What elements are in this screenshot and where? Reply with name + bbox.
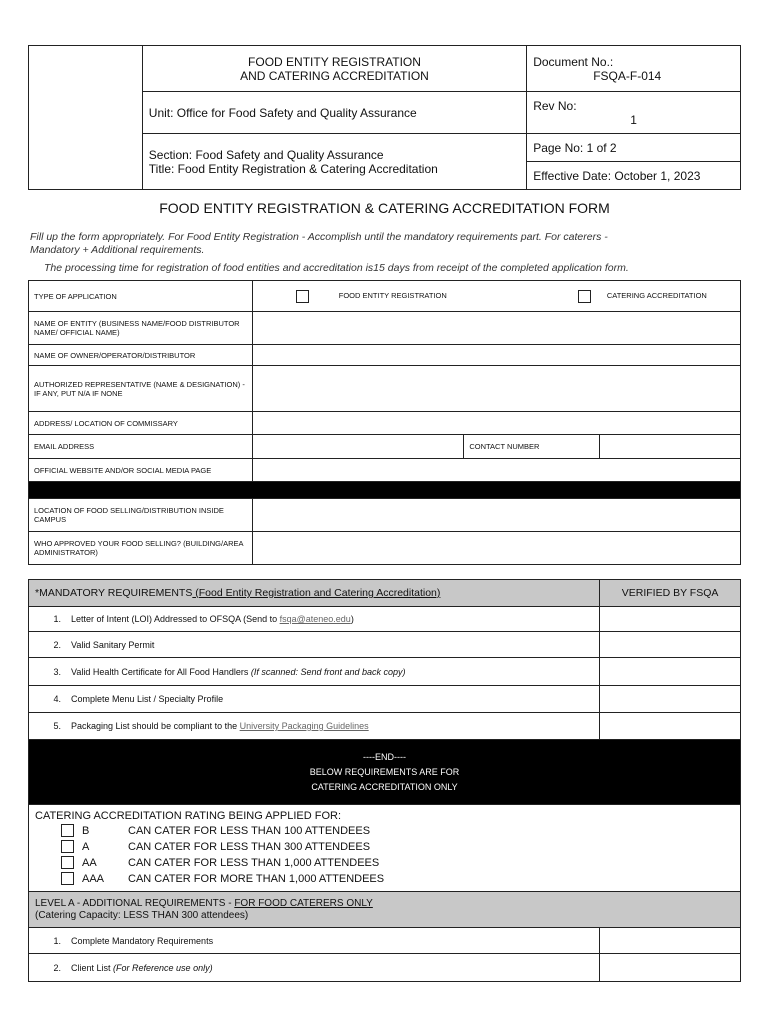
owner-name-field[interactable] xyxy=(252,345,740,366)
rev-label: Rev No: xyxy=(533,98,577,113)
application-table xyxy=(28,280,741,565)
rating-desc: CAN CATER FOR LESS THAN 300 ATTENDEES xyxy=(128,840,371,853)
effective-date: Effective Date: October 1, 2023 xyxy=(527,162,741,190)
form-title-cell xyxy=(142,46,526,92)
contact-field[interactable] xyxy=(600,435,741,459)
location-field[interactable] xyxy=(252,499,740,532)
requirement-number: 4. xyxy=(53,694,61,704)
entity-name-field[interactable] xyxy=(252,312,740,345)
type-of-application-label: TYPE OF APPLICATION xyxy=(29,281,253,312)
rating-a-checkbox[interactable] xyxy=(61,840,74,853)
rating-option-a xyxy=(35,839,734,855)
level-a-heading-underlined: FOR FOOD CATERERS ONLY xyxy=(234,897,373,909)
section-title-cell xyxy=(142,134,526,190)
requirement-number: 1. xyxy=(53,935,61,946)
verified-cell[interactable] xyxy=(600,658,741,686)
requirement-row xyxy=(29,686,600,713)
requirement-number: 3. xyxy=(53,666,61,677)
location-label: LOCATION OF FOOD SELLING/DISTRIBUTION INSIDE CAMPUS xyxy=(29,499,253,532)
divider-bar xyxy=(29,482,741,499)
requirement-row xyxy=(29,607,600,632)
authorized-rep-label: AUTHORIZED REPRESENTATIVE (NAME & DESIGNATION) - IF ANY, PUT N/A IF NONE xyxy=(29,366,253,412)
rating-option-b xyxy=(35,823,734,839)
approver-field[interactable] xyxy=(252,532,740,565)
instruction-line1: Fill up the form appropriately. For Food Entity Registration - Accomplish until the mandatory requirements part. For caterers - xyxy=(30,231,608,243)
level-a-row xyxy=(29,928,600,954)
rating-option-aa xyxy=(35,855,734,871)
requirement-text: Valid Health Certificate for All Food Handlers xyxy=(71,666,251,677)
email-field[interactable] xyxy=(252,435,464,459)
verified-cell[interactable] xyxy=(600,632,741,658)
website-label: OFFICIAL WEBSITE AND/OR SOCIAL MEDIA PAGE xyxy=(29,459,253,482)
rating-code: AA xyxy=(82,856,97,869)
requirement-text-end: ) xyxy=(350,614,354,624)
requirement-text: Packaging List should be compliant to the xyxy=(71,721,240,731)
contact-label: CONTACT NUMBER xyxy=(464,435,600,459)
level-a-subheading: (Catering Capacity: LESS THAN 300 attendees) xyxy=(35,909,249,921)
rating-desc: CAN CATER FOR LESS THAN 100 ATTENDEES xyxy=(128,824,371,837)
rev-value: 1 xyxy=(630,112,637,127)
rating-code: A xyxy=(82,840,90,853)
requirement-text: Valid Sanitary Permit xyxy=(71,639,155,650)
mandatory-header xyxy=(29,580,600,607)
doc-no-value: FSQA-F-014 xyxy=(593,68,662,83)
email-link[interactable]: fsqa@ateneo.edu xyxy=(279,614,351,624)
type-options xyxy=(252,281,740,312)
verified-cell[interactable] xyxy=(600,954,741,982)
document-header xyxy=(28,45,741,190)
requirement-number: 1. xyxy=(53,614,61,624)
entity-name-label: NAME OF ENTITY (BUSINESS NAME/FOOD DISTRIBUTOR NAME/ OFFICIAL NAME) xyxy=(29,312,253,345)
level-a-header xyxy=(29,892,741,928)
form-title-line2: AND CATERING ACCREDITATION xyxy=(240,68,429,83)
rev-cell xyxy=(527,92,741,134)
processing-time-note: The processing time for registration of food entities and accreditation is15 days from receipt of the completed application form. xyxy=(44,262,629,274)
verified-cell[interactable] xyxy=(600,607,741,632)
mandatory-header-prefix: *MANDATORY REQUIREMENTS xyxy=(35,587,193,599)
unit-cell: Unit: Office for Food Safety and Quality Assurance xyxy=(142,92,526,134)
page-no: Page No: 1 of 2 xyxy=(527,134,741,162)
catering-checkbox[interactable] xyxy=(578,290,591,303)
registration-checkbox[interactable] xyxy=(296,290,309,303)
requirement-number: 2. xyxy=(53,639,61,650)
requirement-row xyxy=(29,658,600,686)
website-field[interactable] xyxy=(252,459,740,482)
verified-header: VERIFIED BY FSQA xyxy=(600,580,741,607)
end-block xyxy=(29,740,741,805)
title-text: Title: Food Entity Registration & Catering Accreditation xyxy=(148,161,438,176)
section-text: Section: Food Safety and Quality Assurance xyxy=(148,147,384,162)
verified-cell[interactable] xyxy=(600,686,741,713)
instruction-line2: Mandatory + Additional requirements. xyxy=(30,244,205,256)
end-line3: CATERING ACCREDITATION ONLY xyxy=(311,781,458,792)
rating-desc: CAN CATER FOR MORE THAN 1,000 ATTENDEES xyxy=(128,872,385,885)
end-marker: ----END---- xyxy=(363,751,406,762)
rating-desc: CAN CATER FOR LESS THAN 1,000 ATTENDEES xyxy=(128,856,380,869)
doc-no-label: Document No.: xyxy=(533,54,614,69)
requirement-note: (If scanned: Send front and back copy) xyxy=(250,666,406,677)
end-line2: BELOW REQUIREMENTS ARE FOR xyxy=(309,766,460,777)
rating-code: AAA xyxy=(82,872,105,885)
rating-code: B xyxy=(82,824,90,837)
rating-aa-checkbox[interactable] xyxy=(61,856,74,869)
catering-option-label: CATERING ACCREDITATION xyxy=(606,290,707,300)
logo-placeholder xyxy=(29,46,143,190)
packaging-guidelines-link[interactable]: University Packaging Guidelines xyxy=(239,721,369,731)
requirement-text: Letter of Intent (LOI) Addressed to OFSQA (Send to xyxy=(71,614,280,624)
main-title: FOOD ENTITY REGISTRATION & CATERING ACCREDITATION FORM xyxy=(159,200,610,216)
requirement-text: Complete Mandatory Requirements xyxy=(71,935,214,946)
mandatory-header-suffix: (Food Entity Registration and Catering Accreditation) xyxy=(192,587,441,599)
requirement-row xyxy=(29,713,600,740)
address-label: ADDRESS/ LOCATION OF COMMISSARY xyxy=(29,412,253,435)
registration-option-label: FOOD ENTITY REGISTRATION xyxy=(338,290,447,300)
requirements-table xyxy=(28,579,741,982)
requirement-number: 2. xyxy=(53,962,61,973)
instructions xyxy=(30,231,730,257)
verified-cell[interactable] xyxy=(600,713,741,740)
requirement-text: Client List xyxy=(71,962,114,973)
requirement-row xyxy=(29,632,600,658)
level-a-heading: LEVEL A - ADDITIONAL REQUIREMENTS - xyxy=(35,897,235,909)
requirement-text: Complete Menu List / Specialty Profile xyxy=(71,694,224,704)
owner-name-label: NAME OF OWNER/OPERATOR/DISTRIBUTOR xyxy=(29,345,253,366)
rating-aaa-checkbox[interactable] xyxy=(61,872,74,885)
doc-no-cell xyxy=(527,46,741,92)
rating-section xyxy=(29,805,741,892)
level-a-row xyxy=(29,954,600,982)
approver-label: WHO APPROVED YOUR FOOD SELLING? (BUILDING/AREA ADMINISTRATOR) xyxy=(29,532,253,565)
form-title-line1: FOOD ENTITY REGISTRATION xyxy=(248,54,421,69)
rating-option-aaa xyxy=(35,871,734,887)
rating-heading: CATERING ACCREDITATION RATING BEING APPLIED FOR: xyxy=(35,809,342,822)
verified-cell[interactable] xyxy=(600,928,741,954)
requirement-note: (For Reference use only) xyxy=(113,962,213,973)
email-label: EMAIL ADDRESS xyxy=(29,435,253,459)
address-field[interactable] xyxy=(252,412,740,435)
rating-b-checkbox[interactable] xyxy=(61,824,74,837)
authorized-rep-field[interactable] xyxy=(252,366,740,412)
requirement-number: 5. xyxy=(53,721,61,731)
